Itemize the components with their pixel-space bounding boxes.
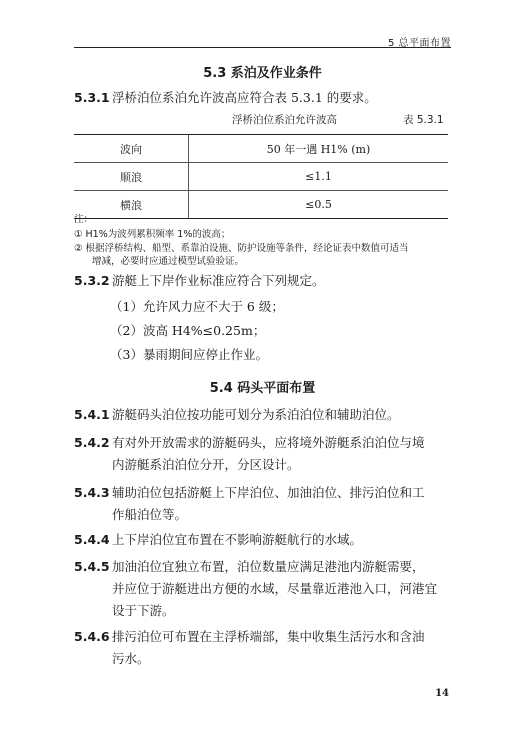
header-rule <box>74 47 451 48</box>
header-cell-direction: 波向 <box>74 135 189 163</box>
clause-number: 5.4.5 <box>74 559 110 574</box>
clause-text: 污水。 <box>112 651 150 666</box>
table-cell: 横浪 <box>74 191 189 219</box>
clause-number: 5.4.1 <box>74 407 110 422</box>
clause-5-4-1 <box>74 404 454 426</box>
clause-number: 5.4.3 <box>74 485 110 500</box>
clause-number: 5.4.2 <box>74 435 110 450</box>
clause-text: 作船泊位等。 <box>112 507 188 522</box>
clause-5-3-1 <box>74 87 454 109</box>
table-note-2-cont: 增减，必要时应通过模型试验验证。 <box>92 256 245 267</box>
table-notes-label: 注： <box>74 214 94 225</box>
table-row <box>74 163 448 191</box>
allowable-wave-height-table <box>74 134 448 219</box>
clause-5-4-2 <box>74 432 454 476</box>
clause-text: 并应位于游艇进出方便的水域，尽量靠近港池入口，河港宜 <box>112 581 438 596</box>
table-caption: 浮桥泊位系泊允许波高 <box>232 114 337 126</box>
clause-5-4-5 <box>74 556 454 622</box>
list-item: （3）暴雨期间应停止作业。 <box>110 347 268 362</box>
clause-5-4-3 <box>74 482 454 526</box>
clause-text: 内游艇系泊泊位分开，分区设计。 <box>112 457 300 472</box>
clause-line <box>74 578 454 600</box>
list-item: （1）允许风力应不大于 6 级； <box>110 299 284 314</box>
table-row <box>74 191 448 219</box>
page-number: 14 <box>435 688 449 699</box>
clause-line <box>74 432 454 454</box>
clause-text: 游艇码头泊位按功能可划分为系泊泊位和辅助泊位。 <box>112 407 400 422</box>
clause-5-4-6 <box>74 626 454 670</box>
header-cell-wave-height: 50 年一遇 H1% (m) <box>189 135 449 163</box>
table-note-2: ② 根据浮桥结构、船型、系靠泊设施、防护设施等条件，经论证表中数值可适当 <box>74 243 409 254</box>
clause-text: 浮桥泊位系泊允许波高应符合表 5.3.1 的要求。 <box>112 90 377 105</box>
clause-number: 5.4.6 <box>74 629 110 644</box>
list-item: （2）波高 H4%≤0.25m； <box>110 323 266 338</box>
clause-text: 加油泊位宜独立布置，泊位数量应满足港池内游艇需要， <box>112 559 425 574</box>
clause-5-4-4 <box>74 529 454 551</box>
section-title-5-4: 5.4 码头平面布置 <box>209 381 316 396</box>
table-header-row <box>74 135 448 163</box>
clause-number: 5.4.4 <box>74 532 110 547</box>
clause-line <box>74 482 454 504</box>
table-cell: 顺浪 <box>74 163 189 191</box>
clause-number: 5.3.2 <box>74 273 110 288</box>
running-header: 5 总平面布置 <box>387 38 451 49</box>
clause-text: 游艇上下岸作业标准应符合下列规定。 <box>112 273 325 288</box>
clause-line <box>74 600 454 622</box>
table-number: 表 5.3.1 <box>403 114 444 126</box>
clause-text: 有对外开放需求的游艇码头，应将境外游艇系泊泊位与境 <box>112 435 425 450</box>
clause-5-3-2 <box>74 270 454 292</box>
clause-text: 辅助泊位包括游艇上下岸泊位、加油泊位、排污泊位和工 <box>112 485 425 500</box>
clause-text: 上下岸泊位宜布置在不影响游艇航行的水域。 <box>112 532 363 547</box>
table-cell: ≤1.1 <box>189 163 449 191</box>
clause-line <box>74 648 454 670</box>
clause-line <box>74 626 454 648</box>
clause-line <box>74 504 454 526</box>
clause-text: 排污泊位可布置在主浮桥端部，集中收集生活污水和含油 <box>112 629 425 644</box>
section-title-5-3: 5.3 系泊及作业条件 <box>203 66 322 81</box>
table-cell: ≤0.5 <box>189 191 449 219</box>
clause-number: 5.3.1 <box>74 90 110 105</box>
clause-text: 设于下游。 <box>112 603 175 618</box>
clause-line <box>74 454 454 476</box>
table-note-1: ① H1%为波列累积频率 1%的波高； <box>74 229 231 240</box>
clause-line <box>74 556 454 578</box>
